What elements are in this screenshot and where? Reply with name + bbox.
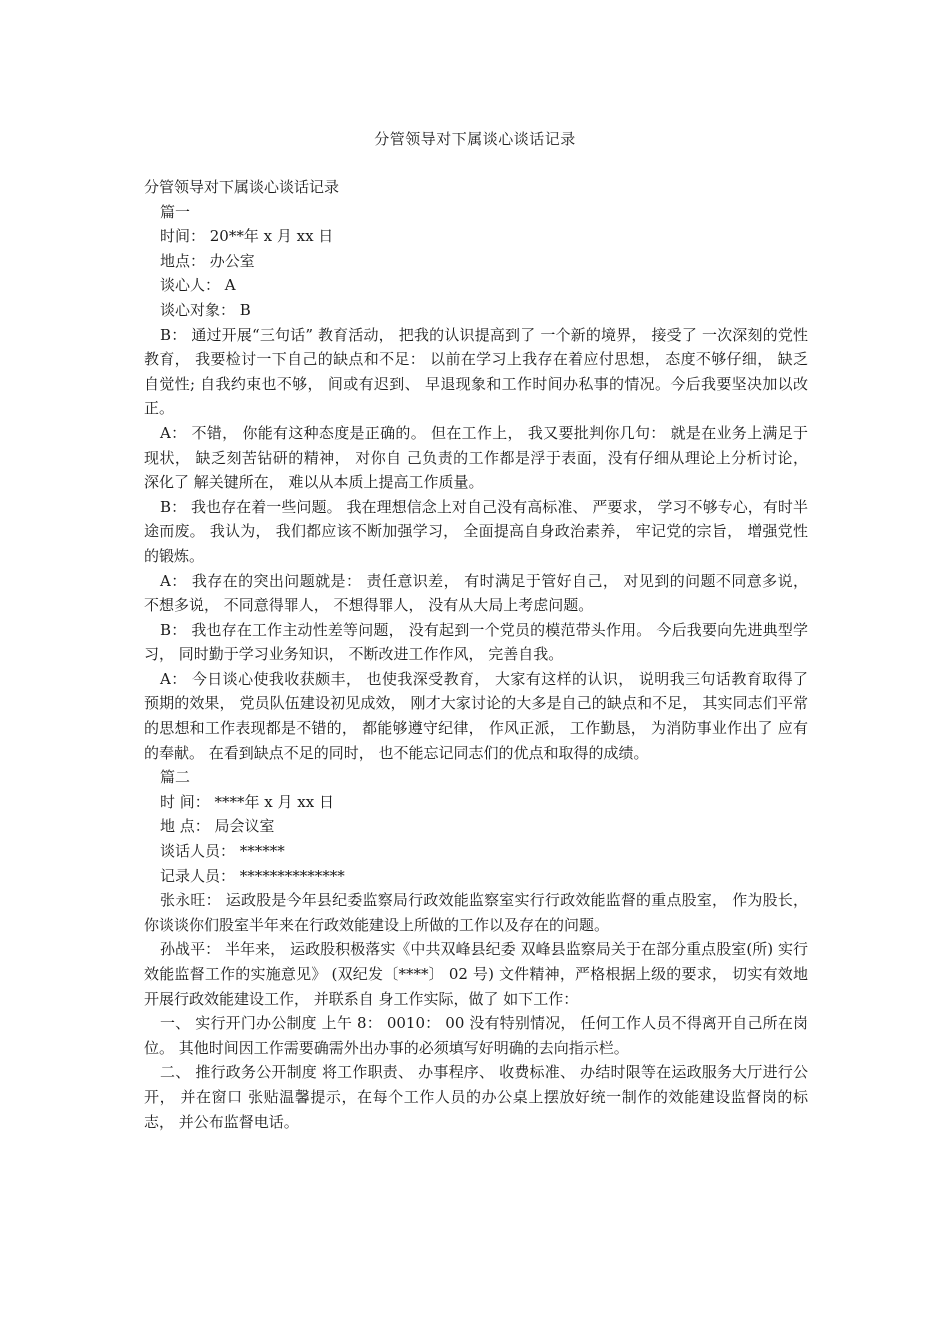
meta-place: 地点： 办公室 [160,251,255,270]
meta-recorders: 记录人员： ************** [160,866,345,885]
document-title: 分管领导对下属谈心谈话记录 [374,130,576,148]
body-heading: 分管领导对下属谈心谈话记录 [144,178,340,196]
meta-speaker: 谈心人： A [160,276,236,295]
dialogue-paragraph: B： 我也存在着一些问题。 我在理想信念上对自己没有高标准、 严要求， 学习不够专心，有时半途而废。 我认为， 我们都应该不断加强学习， 全面提高自身政治素养， 牢记党的宗旨， 增强党性的锻炼。 [144,497,808,565]
dialogue-paragraph: A： 今日谈心使我收获颇丰， 也使我深受教育， 大家有这样的认识， 说明我三句话教育取得了 预期的效果， 党员队伍建设初见成效， 刚才大家讨论的大多是自己的缺点和不足， 其实同志们平常的思想和工作表现都是不错的， 都能够遵守纪律， 作风正派， 工作勤恳， 为消防事业作出了 应有的奉献。 在看到缺点不足的同时， 也不能忘记同志们的优点和取得的成绩。 [144,669,808,762]
dialogue-paragraph: A： 我存在的突出问题就是： 责任意识差， 有时满足于管好自己， 对见到的问题不同意多说， 不想多说， 不同意得罪人， 不想得罪人， 没有从大局上考虑问题。 [144,571,808,615]
dialogue-paragraph: 孙战平： 半年来， 运政股积极落实《中共双峰县纪委 双峰县监察局关于在部分重点股室(所) 实行效能监督工作的实施意见》 (双纪发〔****〕 02 号) 文件精神，严格根据上级的要求， 切实有效地开展行政效能建设工作， 并联系自 身工作实际，做了 如下工作： [144,940,808,1008]
section-label-part-two: 篇二 [160,768,191,787]
meta-listener: 谈心对象： B [160,300,251,319]
meta-time: 时 间： ****年 x 月 xx 日 [160,792,334,811]
dialogue-paragraph: 张永旺： 运政股是今年县纪委监察局行政效能监察室实行行政效能监督的重点股室， 作为股长， 你谈谈你们股室半年来在行政效能建设上所做的工作以及存在的问题。 [144,891,808,934]
dialogue-paragraph: B： 通过开展“三句话” 教育活动， 把我的认识提高到了 一个新的境界， 接受了 一次深刻的党性教育， 我要检讨一下自己的缺点和不足： 以前在学习上我存在着应付思想， 态度不够仔细， 缺乏自觉性; 自我约束也不够， 间或有迟到、 早退现象和工作时间办私事的情况。今后我要坚决加以改正。 [144,325,808,418]
document-body [144,175,808,1134]
section-label-part-one: 篇一 [160,202,191,221]
meta-interviewers: 谈话人员： ****** [160,842,285,861]
meta-time: 时间： 20**年 x 月 xx 日 [160,227,334,246]
dialogue-paragraph: A： 不错， 你能有这种态度是正确的。 但在工作上， 我又要批判你几句： 就是在业务上满足于现状， 缺乏刻苦钻研的精神， 对你自 己负责的工作都是浮于表面，没有仔细从理论上分析讨论， 深化了 解关键所在， 难以从本质上提高工作质量。 [144,423,808,492]
dialogue-paragraph: B： 我也存在工作主动性差等问题， 没有起到一个党员的模范带头作用。 今后我要向先进典型学习， 同时勤于学习业务知识， 不断改进工作作风， 完善自我。 [144,620,808,664]
meta-place: 地 点： 局会议室 [160,817,275,836]
list-item: 一、 实行开门办公制度 上午 8： 0010： 00 没有特别情况， 任何工作人员不得离开自己所在岗位。 其他时间因工作需要确需外出办事的必须填写好明确的去向指示栏。 [144,1014,808,1057]
list-item: 二、 推行政务公开制度 将工作职责、 办事程序、 收费标准、 办结时限等在运政服务大厅进行公开， 并在窗口 张贴温馨提示，在每个工作人员的办公桌上摆放好统一制作的效能建设监督岗的标志， 并公布监督电话。 [144,1063,808,1131]
